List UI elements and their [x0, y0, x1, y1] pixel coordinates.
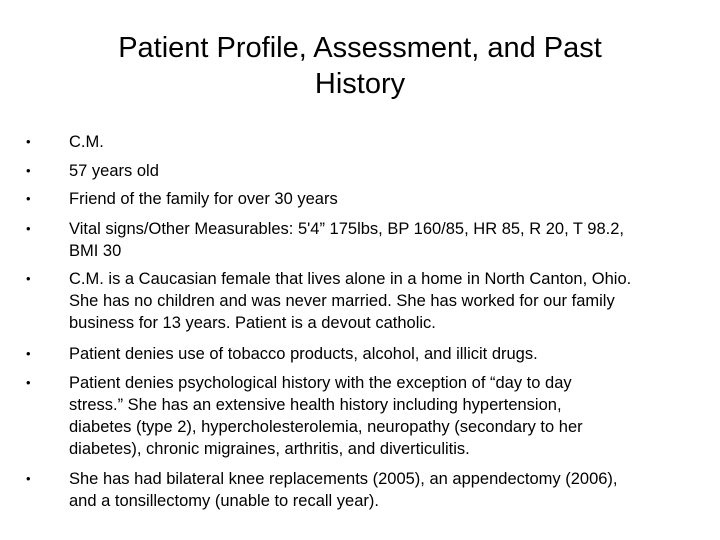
bullet-icon: • — [26, 375, 31, 390]
bullet-text: Patient denies psychological history with the exception of “day to day stress.” She has an extensive health history including hypertension, diabetes (type 2), hypercholesterolemia, neuropathy (secondary to her diabetes), chronic migraines, arthritis, and diverticulitis. — [69, 374, 583, 458]
bullet-icon: • — [26, 134, 31, 149]
bullet-icon: • — [26, 191, 31, 206]
bullet-text: She has had bilateral knee replacements (2005), an appendectomy (2006), and a tonsillectomy (unable to recall year). — [69, 470, 618, 510]
bullet-icon: • — [26, 163, 31, 178]
bullet-text: Friend of the family for over 30 years — [69, 190, 338, 208]
bullet-icon: • — [26, 271, 31, 286]
bullet-icon: • — [26, 221, 31, 236]
slide-title: Patient Profile, Assessment, and Past History — [118, 32, 602, 100]
bullet-text: Patient denies use of tobacco products, alcohol, and illicit drugs. — [69, 345, 538, 363]
bullet-text: Vital signs/Other Measurables: 5'4” 175lbs, BP 160/85, HR 85, R 20, T 98.2, BMI 30 — [69, 220, 624, 260]
bullet-text: C.M. is a Caucasian female that lives alone in a home in North Canton, Ohio. She has no children and was never married. She has worked for our family business for 13 years. Patient is a devout catholic. — [69, 270, 632, 332]
bullet-icon: • — [26, 346, 31, 361]
bullet-icon: • — [26, 471, 31, 486]
bullet-text: C.M. — [69, 133, 104, 151]
bullet-text: 57 years old — [69, 162, 159, 180]
